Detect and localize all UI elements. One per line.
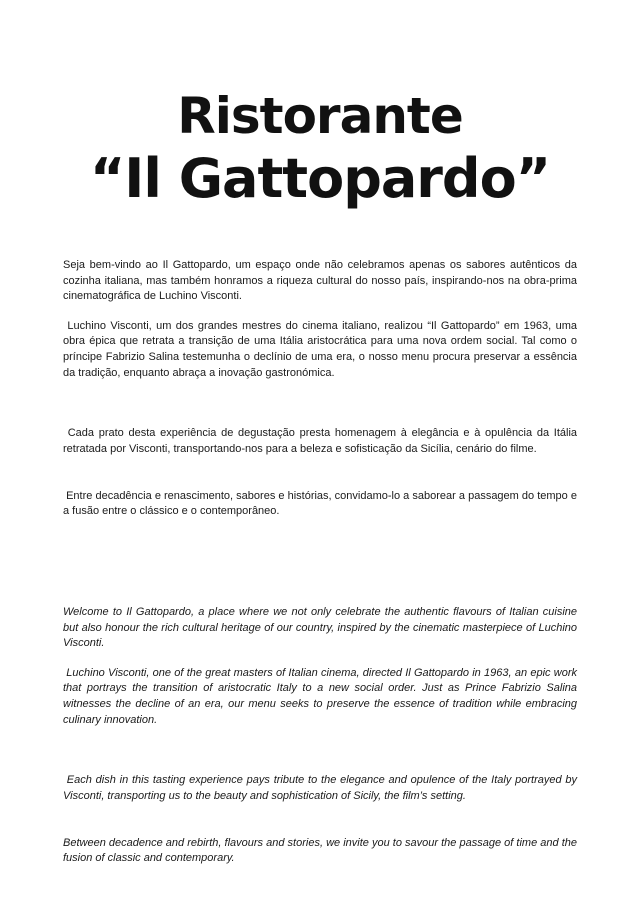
en-paragraph-3a: Each dish in this tasting experience pays tribute to the elegance and opulence of the Italy portrayed by Visconti, transporting us to the beauty and sophistication of Sicily, the film’s setting. <box>63 774 581 803</box>
pt-paragraph-3b: Entre decadência e renascimento, sabores e histórias, convidamo-lo a saborear a passagem do tempo e a fusão entre o clássico e o contemporâneo. <box>63 489 581 518</box>
body-text <box>63 258 581 898</box>
en-paragraph-3 <box>63 742 581 898</box>
language-spacer <box>63 565 577 605</box>
pt-paragraph-2: Luchino Visconti, um dos grandes mestres do cinema italiano, realizou “Il Gattopardo” em 1963, uma obra épica que retrata a transição de uma Itália aristocrática para uma nova ordem social. Tal como o príncipe Fabrizio Salina testemunha o declínio de uma era, o nosso menu procura preservar a essência da tradição, enquanto abraça a inovação gastronómica. <box>63 319 581 379</box>
title-block <box>0 0 640 212</box>
en-paragraph-3b: Between decadence and rebirth, flavours and stories, we invite you to savour the passage of time and the fusion of classic and contemporary. <box>63 836 581 865</box>
en-paragraph-1: Welcome to Il Gattopardo, a place where we not only celebrate the authentic flavours of Italian cuisine but also honour the rich cultural heritage of our country, inspired by the cinematic masterpiece of Luchino Visconti. <box>63 606 581 650</box>
restaurant-title-line1: Ristorante <box>177 87 463 145</box>
restaurant-title-line2: “Il Gattopardo” <box>89 147 551 210</box>
pt-paragraph-3 <box>63 395 581 551</box>
pt-paragraph-3a: Cada prato desta experiência de degustação presta homenagem à elegância e à opulência da Itália retratada por Visconti, transportando-nos para a beleza e sofisticação da Sicília, cenário do filme. <box>63 427 581 455</box>
pt-paragraph-1: Seja bem-vindo ao Il Gattopardo, um espaço onde não celebramos apenas os sabores autênticos da cozinha italiana, mas também honramos a riqueza cultural do nosso país, inspirando-nos na obra-prima cinematográfica de Luchino Visconti. <box>63 259 581 303</box>
en-paragraph-2: Luchino Visconti, one of the great masters of Italian cinema, directed Il Gattopardo in 1963, an epic work that portrays the transition of aristocratic Italy to a new social order. Just as Prince Fabrizio Salina witnesses the decline of an era, our menu seeks to preserve the essence of tradition while embracing culinary innovation. <box>63 666 581 726</box>
